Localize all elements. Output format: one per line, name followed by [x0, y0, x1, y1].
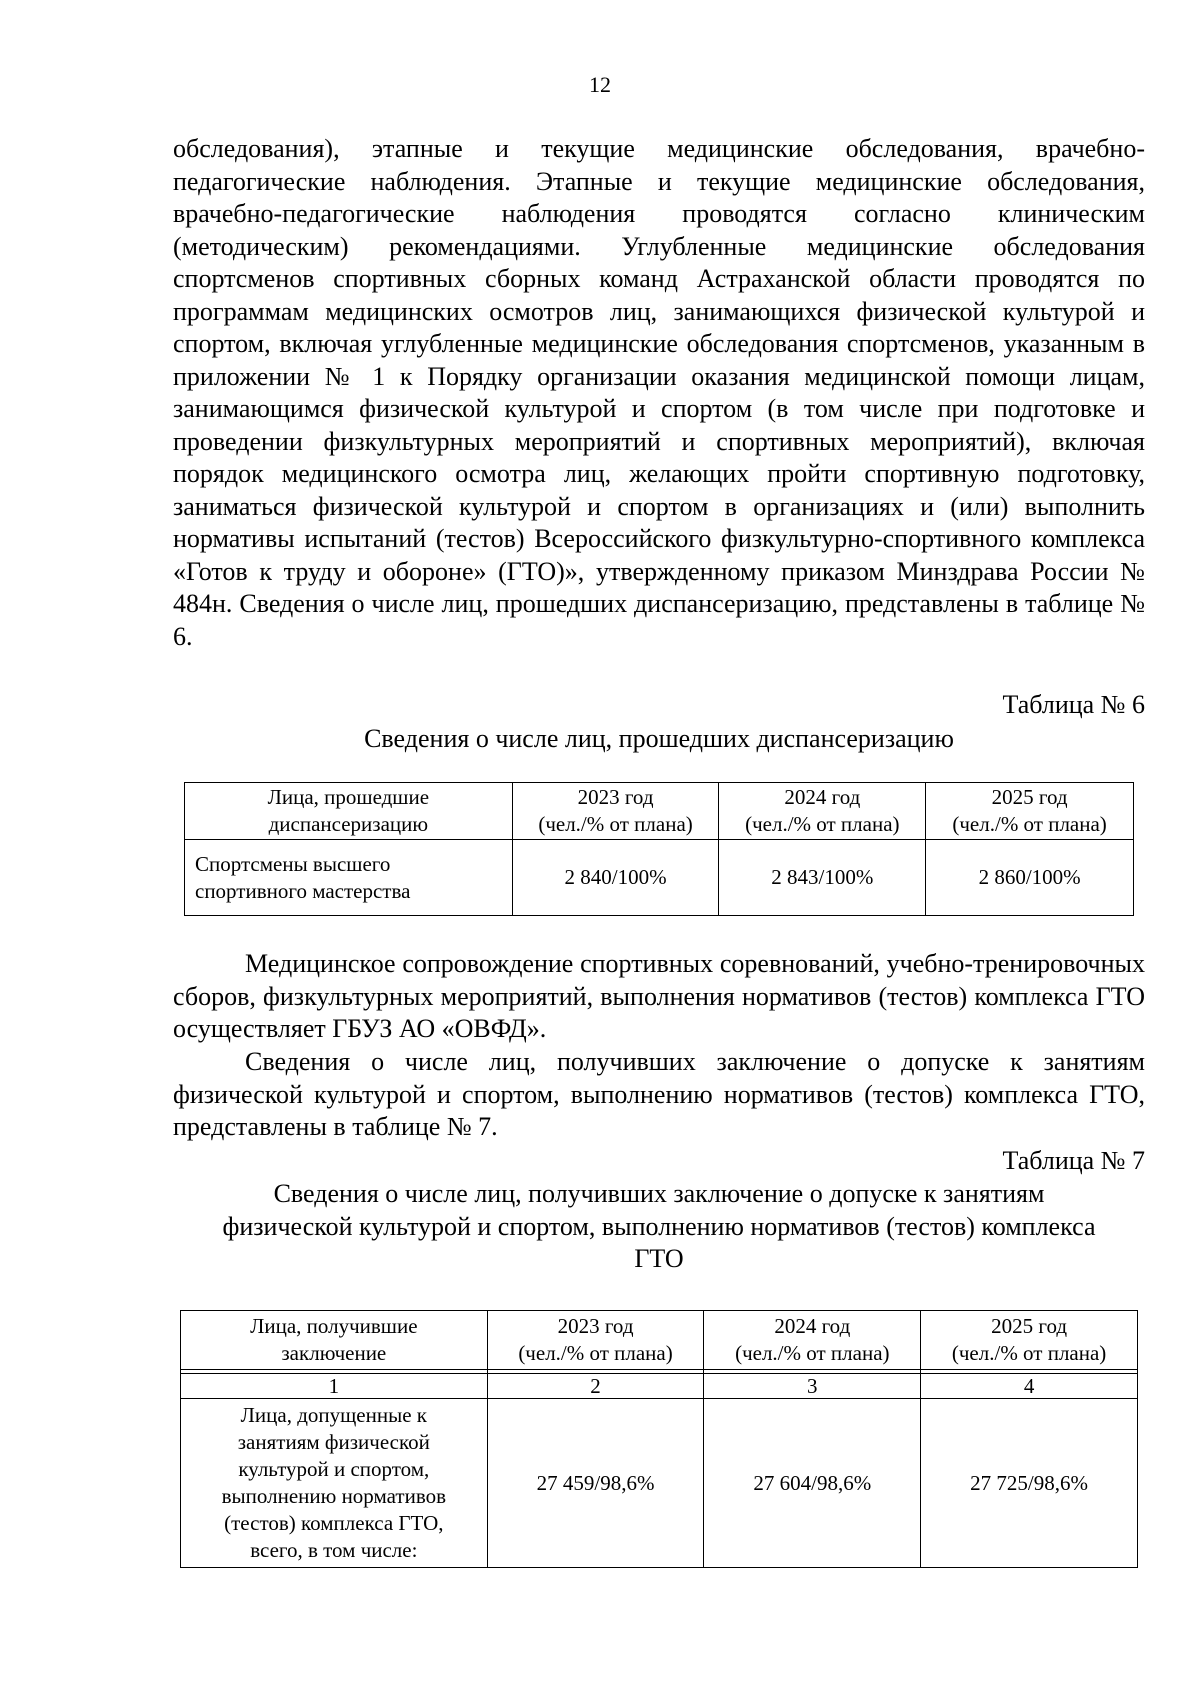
paragraph-medical-support: Медицинское сопровождение спортивных соревнований, учебно-тренировочных сборов, физкультурных мероприятий, выполнения нормативов (тестов) комплекса ГТО осуществляет ГБУЗ АО «ОВФД». — [173, 949, 1145, 1043]
table7-row-label — [181, 1399, 488, 1568]
header-line: Лица, получившие — [250, 1314, 418, 1338]
title-line: Сведения о числе лиц, получивших заключение о допуске к занятиям — [273, 1179, 1045, 1208]
header-line: заключение — [281, 1341, 387, 1365]
table6-header-persons — [185, 783, 513, 840]
header-line: 2025 год — [991, 785, 1068, 809]
column-number: 2 — [487, 1374, 704, 1399]
column-number: 1 — [181, 1374, 488, 1399]
header-line: (чел./% от плана) — [745, 812, 900, 836]
table6-row-label — [185, 840, 513, 916]
table7-value-2024: 27 604/98,6% — [704, 1399, 921, 1568]
table-row — [181, 1399, 1138, 1568]
row-label-line: культурой и спортом, — [238, 1457, 430, 1481]
header-line: (чел./% от плана) — [952, 812, 1107, 836]
row-label-line: всего, в том числе: — [250, 1538, 418, 1562]
header-line: диспансеризацию — [268, 812, 429, 836]
row-label-line: выполнению нормативов — [221, 1484, 447, 1508]
header-line: (чел./% от плана) — [538, 812, 693, 836]
table7-value-2025: 27 725/98,6% — [921, 1399, 1138, 1568]
title-line: ГТО — [634, 1244, 684, 1273]
header-line: Лица, прошедшие — [267, 785, 430, 809]
table6 — [184, 782, 1134, 916]
row-label-line: занятиям физической — [237, 1430, 430, 1454]
row-label-line: Спортсмены высшего — [195, 851, 391, 876]
table6-header-2023 — [512, 783, 719, 840]
table7-column-numbers — [181, 1374, 1138, 1399]
table6-title: Сведения о числе лиц, прошедших диспансеризацию — [364, 724, 954, 753]
table7-title — [173, 1178, 1145, 1276]
paragraph-admission-info: Сведения о числе лиц, получивших заключение о допуске к занятиям физической культурой и спортом, выполнению нормативов (тестов) комплекса ГТО, представлены в таблице № 7. — [173, 1047, 1145, 1141]
column-number: 4 — [921, 1374, 1138, 1399]
table6-header-row — [185, 783, 1134, 840]
header-line: 2024 год — [774, 1314, 851, 1338]
table7-value-2023: 27 459/98,6% — [487, 1399, 704, 1568]
row-label-line: спортивного мастерства — [195, 878, 411, 903]
header-line: (чел./% от плана) — [951, 1341, 1107, 1365]
table7-header-row — [181, 1311, 1138, 1370]
table6-label: Таблица № 6 — [1002, 690, 1145, 719]
header-line: 2025 год — [991, 1314, 1068, 1338]
header-line: (чел./% от плана) — [518, 1341, 673, 1365]
table6-value-2024: 2 843/100% — [719, 840, 926, 916]
page-number: 12 — [589, 72, 611, 97]
table7-header-2023 — [487, 1311, 704, 1370]
column-number: 3 — [704, 1374, 921, 1399]
table6-value-2023: 2 840/100% — [512, 840, 719, 916]
title-line: физической культурой и спортом, выполнению нормативов (тестов) комплекса — [222, 1211, 1096, 1241]
header-line: 2023 год — [557, 1314, 634, 1338]
table6-header-2025 — [926, 783, 1134, 840]
table-row — [185, 840, 1134, 916]
table7-header-2024 — [704, 1311, 921, 1370]
header-line: 2023 год — [577, 785, 654, 809]
row-label-line: Лица, допущенные к — [240, 1403, 427, 1427]
table6-header-2024 — [719, 783, 926, 840]
table7 — [180, 1310, 1138, 1568]
table7-header-2025 — [921, 1311, 1138, 1370]
table6-value-2025: 2 860/100% — [926, 840, 1134, 916]
row-label-line: (тестов) комплекса ГТО, — [224, 1511, 444, 1535]
table7-label: Таблица № 7 — [1002, 1146, 1145, 1175]
header-line: 2024 год — [784, 785, 861, 809]
paragraph-intro: обследования), этапные и текущие медицинские обследования, врачебно-педагогические наблюдения. Этапные и текущие медицинские обследования, врачебно-педагогические наблюдения проводятся согласно клиническим (методическим) рекомендациями. Углубленные медицинские обследования спортсменов спортивных сборных команд Астраханской области проводятся по программам медицинских осмотров лиц, занимающихся физической культурой и спортом, включая углубленные медицинские обследования спортсменов, указанным в приложении № 1 к Порядку организации оказания медицинской помощи лицам, занимающимся физической культурой и спортом (в том числе при подготовке и проведении физкультурных мероприятий и спортивных мероприятий), включая порядок медицинского осмотра лиц, желающих пройти спортивную подготовку, заниматься физической культурой и спортом в организациях и (или) выполнить нормативы испытаний (тестов) Всероссийского физкультурно-спортивного комплекса «Готов к труду и обороне» (ГТО)», утвержденному приказом Минздрава России № 484н. Сведения о числе лиц, прошедших диспансеризацию, представлены в таблице № 6. — [173, 134, 1145, 651]
table7-header-persons — [181, 1311, 488, 1370]
header-line: (чел./% от плана) — [735, 1341, 890, 1365]
